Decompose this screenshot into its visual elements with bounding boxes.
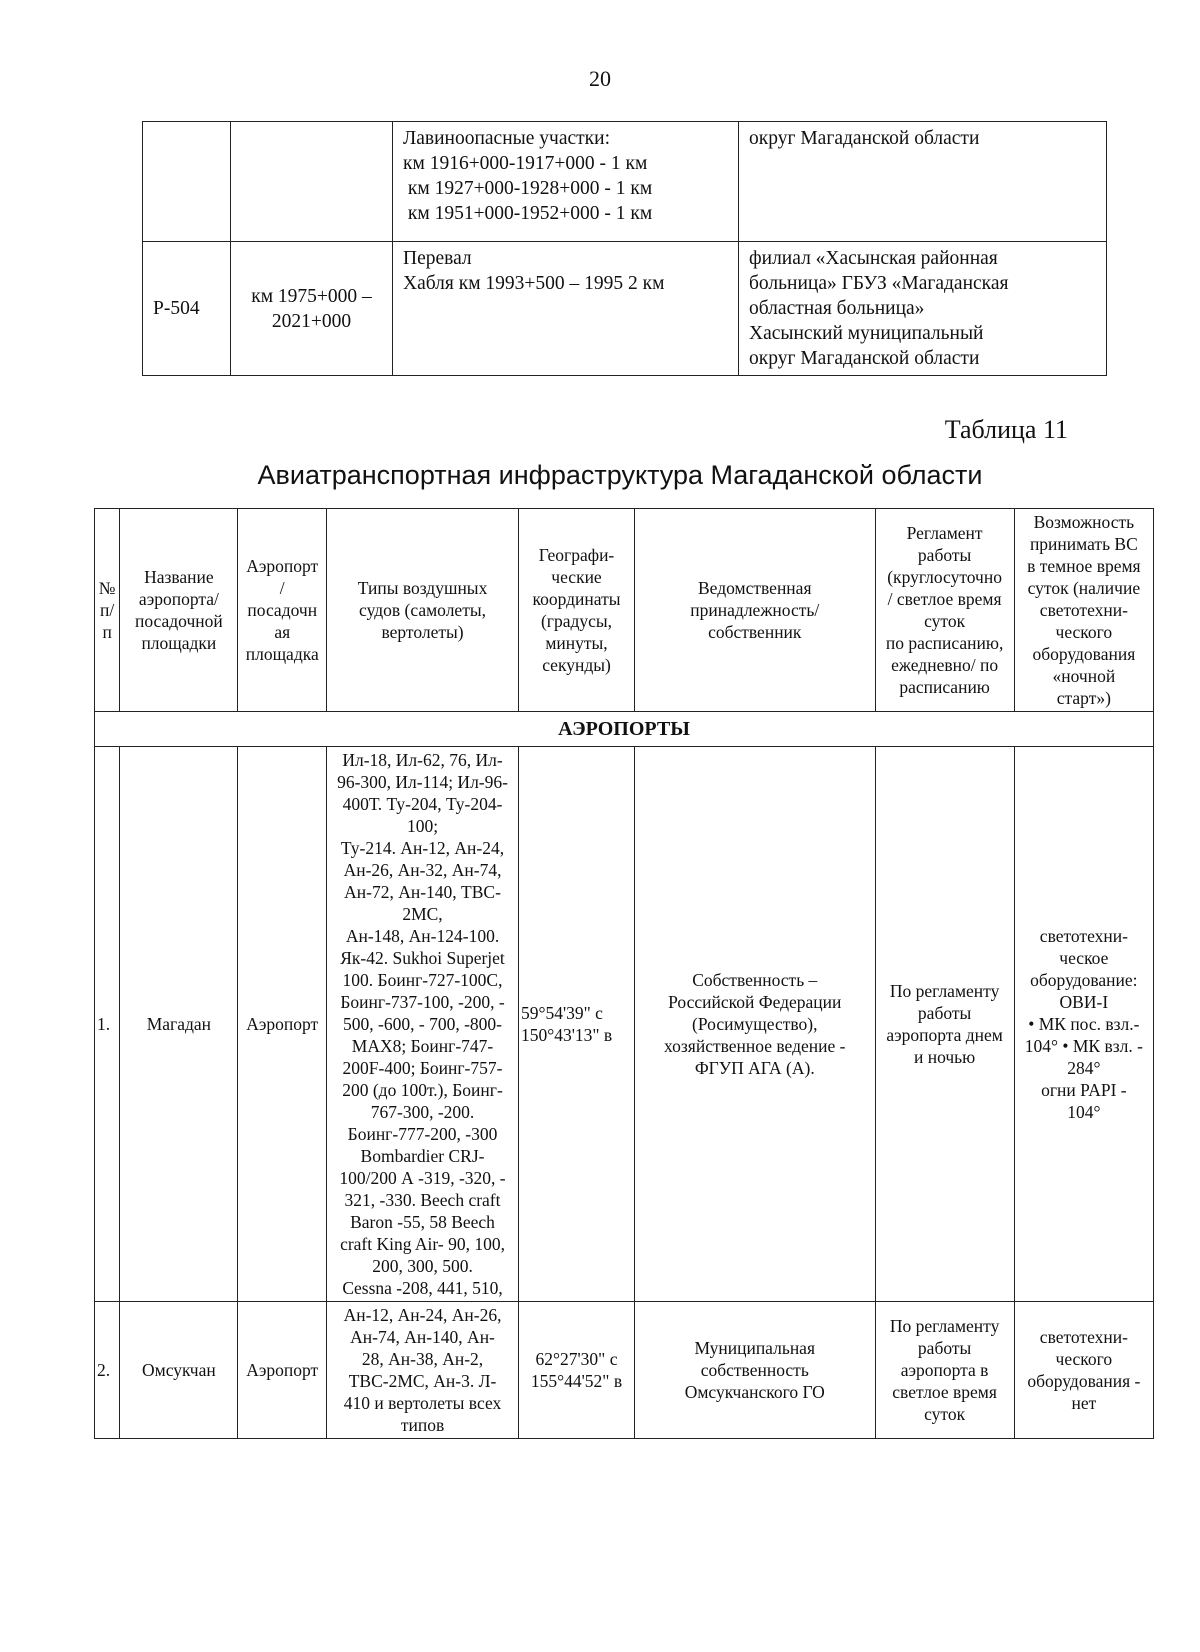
text-line: Ту-214. Ан-12, Ан-24, [340,838,505,858]
text-line: Лавиноопасные участки: [403,128,610,149]
text-line: старт») [1056,688,1111,708]
text-line: 59°54'39" с [521,1003,603,1023]
section-row [95,712,1154,747]
page-number: 20 [589,66,611,91]
text-line: округ Магаданской области [749,348,980,369]
text-line: ФГУП АГА (А). [694,1058,815,1078]
airport-kind: Аэропорт [238,747,327,1302]
text-line: собственность [700,1360,809,1380]
text-line: (градусы, [540,611,613,631]
text-line: 100; [406,816,439,836]
text-line: Ведомственная [698,578,812,598]
km-cell [231,122,393,242]
text-line: светотехни- [1039,600,1128,620]
text-line: 155°44'52" в [530,1371,623,1391]
text-line: светотехни- [1039,926,1128,946]
text-line: типов [400,1415,445,1435]
text-line: суток [924,1404,966,1424]
text-line: работы [917,545,972,565]
text-line: 100/200 А -319, -320, - [339,1168,506,1188]
owner [635,1302,875,1439]
text-line: областная больница» [749,298,925,319]
header-kind [238,509,327,712]
text-line: огни PAPI - [1041,1080,1127,1100]
road-cell: Р-504 [143,242,231,376]
text-line: оборудования - [1027,1371,1141,1391]
text-line: по расписанию, [885,633,1004,653]
text-line: ОВИ-I [1059,992,1109,1012]
airport-name: Магадан [120,747,238,1302]
header-owner [635,509,875,712]
text-line: 400Т. Ту-204, Ту-204- [342,794,503,814]
text-line: оборудования [1032,644,1136,664]
header-name [120,509,238,712]
text-line: принадлежность/ [690,600,820,620]
night-equipment [1014,1302,1153,1439]
text-line: площадка [245,644,319,664]
aircraft-types [327,747,519,1302]
text-line: Як-42. Sukhoi Superjet [340,948,505,968]
text-line: Ан-148, Ан-124-100. [345,926,500,946]
text-line: секунды) [542,655,611,675]
text-line: принимать ВС [1029,534,1138,554]
text-line: • МК пос. взл.- [1028,1014,1140,1034]
text-line: судов (самолеты, [359,600,486,620]
text-line: 62°27'30" с [535,1349,618,1369]
text-line: «ночной [1052,666,1116,686]
text-line: км 1951+000-1952+000 - 1 км [403,203,653,224]
airport-kind: Аэропорт [238,1302,327,1439]
text-line: Муниципальная [694,1338,816,1358]
table-row [95,747,1154,1302]
coordinates [519,747,635,1302]
text-line: 200F-400; Боинг-757- [342,1058,503,1078]
coordinates [519,1302,635,1439]
text-line: вертолеты) [381,622,464,642]
text-line: ческого [1055,622,1113,642]
schedule [875,747,1014,1302]
text-line: п [102,622,112,642]
text-line: км 1975+000 – [251,285,372,307]
text-line: Baron -55, 58 Beech [350,1212,495,1232]
airport-name: Омсукчан [120,1302,238,1439]
table-row [143,242,1107,376]
text-line: Ан-72, Ан-140, ТВС- [344,882,501,902]
text-line: 200 (до 100т.), Боинг- [342,1080,503,1100]
text-line: аэропорта/ [138,589,219,609]
medical-cell [739,242,1107,376]
aircraft-types [327,1302,519,1439]
table-row [95,1302,1154,1439]
text-line: и ночью [913,1047,976,1067]
road-cell [143,122,231,242]
text-line: Ан-12, Ан-24, Ан-26, [343,1305,502,1325]
text-line: Перевал [403,248,472,269]
text-line: 500, -600, - 700, -800- [343,1014,502,1034]
text-line: 321, -330. Beech craft [344,1190,501,1210]
text-line: Российской Федерации [668,992,842,1012]
text-line: площадки [141,633,217,653]
text-line: 284° [1067,1058,1101,1078]
text-line: ческое [1059,948,1109,968]
header-number [95,509,120,712]
text-line: 410 и вертолеты всех [343,1393,502,1413]
text-line: аэропорта днем [886,1025,1003,1045]
text-line: Хасынский муниципальный [749,323,984,344]
text-line: посадочн [247,600,318,620]
road-table [142,121,1107,376]
text-line: аэропорта в [900,1360,989,1380]
text-line: больница» ГБУЗ «Магаданская [749,273,1009,294]
text-line: Регламент [906,523,983,543]
text-line: Собственность – [692,970,818,990]
section-cell [393,242,739,376]
text-line: координаты [532,589,621,609]
text-line: км 1927+000-1928+000 - 1 км [403,178,653,199]
text-line: собственник [708,622,802,642]
header-coords [519,509,635,712]
text-line: Хабля км 1993+500 – 1995 2 км [403,273,665,294]
text-line: 150°43'13" в [521,1025,613,1045]
text-line: Типы воздушных [357,578,488,598]
text-line: Название [144,567,214,587]
text-line: MAX8; Боинг-747- [351,1036,494,1056]
km-cell [231,242,393,376]
text-line: (Росимущество), [692,1014,818,1034]
text-line: светотехни- [1039,1327,1128,1347]
owner [635,747,875,1302]
text-line: ая [274,622,291,642]
header-night [1014,509,1153,712]
section-label: АЭРОПОРТЫ [95,712,1154,747]
text-line: Боинг-737-100, -200, - [340,992,505,1012]
text-line: / светлое время [887,589,1002,609]
aviation-table [94,508,1154,1439]
header-schedule [875,509,1014,712]
text-line: По регламенту [889,1316,1000,1336]
text-line: филиал «Хасынская районная [749,248,998,269]
medical-cell [739,122,1107,242]
text-line: расписанию [899,677,990,697]
text-line: ческого [1055,1349,1113,1369]
text-line: craft King Air- 90, 100, [340,1234,505,1254]
text-line: 104° [1067,1102,1101,1122]
text-line: Омсукчанского ГО [684,1382,825,1402]
text-line: Ан-26, Ан-32, Ан-74, [343,860,502,880]
table-title: Авиатранспортная инфраструктура Магаданской области [257,460,983,490]
text-line: ческие [551,567,602,587]
text-line: 100. Боинг-727-100С, [342,970,503,990]
text-line: Аэропорт [246,556,319,576]
text-line: 200, 300, 500. [372,1256,473,1276]
text-line: 104° • МК взл. - [1024,1036,1143,1056]
text-line: светлое время [892,1382,997,1402]
row-number: 1. [95,747,120,1302]
text-line: 2МС, [402,904,443,924]
text-line: ежедневно/ по [891,655,999,675]
text-line: работы [917,1003,972,1023]
text-line: / [279,578,285,598]
text-line: Боинг-777-200, -300 [347,1124,498,1144]
night-equipment [1014,747,1153,1302]
text-line: минуты, [545,633,608,653]
text-line: 28, Ан-38, Ан-2, [361,1349,484,1369]
text-line: Географи- [538,545,615,565]
row-number: 2. [95,1302,120,1439]
text-line: Возможность [1033,512,1135,532]
text-line: № [98,578,116,598]
text-line: Bombardier CRJ- [360,1146,485,1166]
text-line: суток (наличие [1027,578,1141,598]
text-line: нет [1071,1393,1097,1413]
text-line: в темное время [1027,556,1141,576]
text-line: 2021+000 [271,310,352,332]
text-line: км 1916+000-1917+000 - 1 км [403,153,648,174]
text-line: ТВС-2МС, Ан-3. Л- [348,1371,497,1391]
header-types [327,509,519,712]
text-line: (круглосуточно [887,567,1002,587]
text-line: оборудование: [1030,970,1138,990]
text-line: работы [917,1338,972,1358]
table-label: Таблица 11 [944,415,1068,444]
section-cell [393,122,739,242]
text-line: 767-300, -200. [370,1102,475,1122]
table-row [143,122,1107,242]
text-line: 96-300, Ил-114; Ил-96- [337,772,508,792]
text-line: посадочной [134,611,223,631]
text-line: округ Магаданской области [749,128,980,149]
text-line: п/ [100,600,115,620]
text-line: По регламенту [889,981,1000,1001]
text-line: Cessna -208, 441, 510, [342,1278,503,1298]
text-line: хозяйственное ведение - [664,1036,846,1056]
text-line: суток [924,611,966,631]
text-line: Ил-18, Ил-62, 76, Ил- [342,750,503,770]
text-line: Ан-74, Ан-140, Ан- [350,1327,495,1347]
header-row [95,509,1154,712]
schedule [875,1302,1014,1439]
